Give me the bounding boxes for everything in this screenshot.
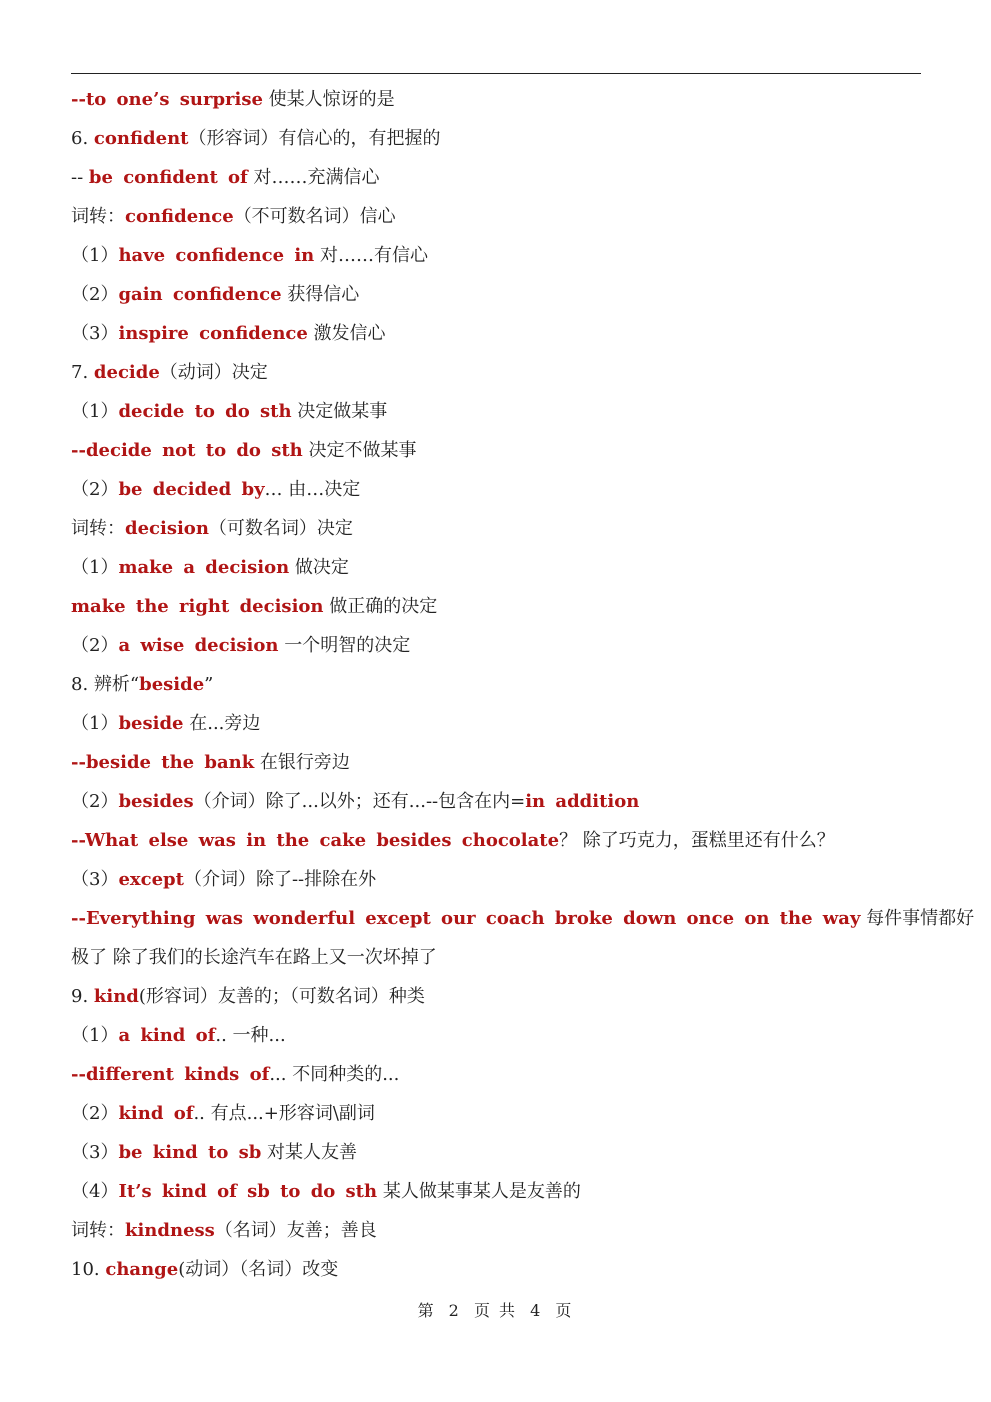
explanation-text: （2） [71,1103,119,1124]
explanation-text: 做正确的决定 [323,596,438,617]
explanation-text: (形容词）友善的；（可数名词）种类 [138,986,425,1007]
english-term: besides [118,791,194,812]
note-line [71,626,923,665]
explanation-text: （2） [71,635,119,656]
note-line [71,1172,923,1211]
note-line [71,743,923,782]
footer-page-number: 2 [448,1301,461,1320]
note-line [71,1055,923,1094]
note-line [71,353,923,392]
explanation-text: （2） [71,479,119,500]
explanation-text: 对……充满信心 [247,167,380,188]
explanation-text: ” [204,674,214,695]
footer-prefix: 第 [417,1301,436,1320]
note-line [71,314,923,353]
explanation-text: （2） [71,284,119,305]
explanation-text: 一个明智的决定 [278,635,411,656]
footer-mid: 页 共 [473,1301,518,1320]
explanation-text: ？ 除了巧克力，蛋糕里还有什么？ [559,830,835,851]
note-line [71,1016,923,1055]
english-term: have confidence in [118,245,315,266]
explanation-text: （3） [71,1142,119,1163]
footer-total-pages: 4 [530,1301,543,1320]
explanation-text: （形容词）有信心的，有把握的 [188,128,441,149]
explanation-text: （1） [71,557,119,578]
english-term: --decide not to do sth [71,440,303,461]
note-line [71,431,923,470]
note-line [71,470,923,509]
explanation-text: （1） [71,245,119,266]
explanation-text: 决定不做某事 [302,440,417,461]
english-term: confident [93,128,189,149]
explanation-text: （3） [71,869,119,890]
explanation-text: 每件事情都好 [860,908,975,929]
explanation-text: （1） [71,401,119,422]
english-term: a kind of [118,1025,216,1046]
note-line [71,587,923,626]
note-line [71,782,923,821]
english-term: in addition [525,791,640,812]
explanation-text: （名词）友善；善良 [214,1220,377,1241]
note-line [71,80,923,119]
explanation-text: （4） [71,1181,119,1202]
explanation-text: （2） [71,791,119,812]
explanation-text: 获得信心 [281,284,360,305]
note-line [71,1211,923,1250]
english-term: --different kinds of [71,1064,270,1085]
english-term: be kind to sb [118,1142,262,1163]
english-term: be decided by [118,479,265,500]
english-term: make a decision [118,557,290,578]
explanation-text: （介词）除了...以外；还有...--包含在内= [193,791,526,812]
note-line [71,119,923,158]
english-term: confidence [125,206,234,227]
english-term: change [105,1259,179,1280]
note-line [71,392,923,431]
explanation-text: 6. [71,128,94,149]
header-rule [71,73,921,74]
explanation-text: 使某人惊讶的是 [262,89,395,110]
explanation-text: （1） [71,1025,119,1046]
english-term: decision [125,518,209,539]
explanation-text: （3） [71,323,119,344]
explanation-text: .. 一种... [215,1025,286,1046]
english-term: --What else was in the cake besides chocolate [71,830,560,851]
explanation-text: 在银行旁边 [254,752,350,773]
explanation-text: 某人做某事某人是友善的 [377,1181,581,1202]
english-term: be confident of [88,167,248,188]
note-line [71,236,923,275]
english-term: beside [139,674,205,695]
english-term: --to one’s surprise [71,89,263,110]
english-term: kindness [125,1220,215,1241]
note-line [71,899,975,938]
explanation-text: 做决定 [289,557,349,578]
explanation-text: -- [71,167,89,188]
explanation-text: 决定做某事 [291,401,388,422]
note-line [71,1094,923,1133]
explanation-text: 词转： [71,1220,125,1241]
page-footer [0,1298,991,1321]
explanation-text: … 由…决定 [264,479,361,500]
note-line [71,665,923,704]
english-term: gain confidence [118,284,282,305]
note-line [71,509,923,548]
english-term: --Everything was wonderful except our coach broke down once on the way [71,908,861,929]
english-term: decide to do sth [118,401,292,422]
explanation-text: 极了 除了我们的长途汽车在路上又一次坏掉了 [71,947,437,968]
note-line [71,275,923,314]
english-term: make the right decision [71,596,324,617]
note-line [71,977,923,1016]
note-line [71,860,923,899]
explanation-text: 词转： [71,206,125,227]
note-line [71,821,923,860]
note-line [71,197,923,236]
note-line [71,938,923,977]
english-term: except [118,869,184,890]
note-line [71,704,923,743]
english-term: kind [93,986,139,1007]
explanation-text: 激发信心 [307,323,386,344]
explanation-text: (动词）（名词）改变 [178,1259,339,1280]
note-line [71,548,923,587]
english-term: decide [93,362,160,383]
english-term: --beside the bank [71,752,255,773]
footer-suffix: 页 [555,1301,574,1320]
note-line [71,158,923,197]
explanation-text: 对……有信心 [314,245,428,266]
note-line [71,1133,923,1172]
explanation-text: （不可数名词）信心 [233,206,396,227]
english-term: a wise decision [118,635,279,656]
explanation-text: 7. [71,362,94,383]
english-term: kind of [118,1103,194,1124]
explanation-text: （动词）决定 [159,362,268,383]
explanation-text: 8. 辨析“ [71,674,140,695]
explanation-text: .. 有点...+形容词\副词 [193,1103,375,1124]
explanation-text: ... 不同种类的... [269,1064,400,1085]
explanation-text: 9. [71,986,94,1007]
explanation-text: 10. [71,1259,106,1280]
explanation-text: 词转： [71,518,125,539]
vocabulary-notes [71,80,975,1289]
explanation-text: （可数名词）决定 [208,518,353,539]
english-term: beside [118,713,184,734]
explanation-text: 对某人友善 [261,1142,358,1163]
explanation-text: （介词）除了--排除在外 [183,869,377,890]
explanation-text: （1） [71,713,119,734]
explanation-text: 在...旁边 [183,713,261,734]
english-term: It’s kind of sb to do sth [118,1181,378,1202]
english-term: inspire confidence [118,323,308,344]
note-line [71,1250,923,1289]
